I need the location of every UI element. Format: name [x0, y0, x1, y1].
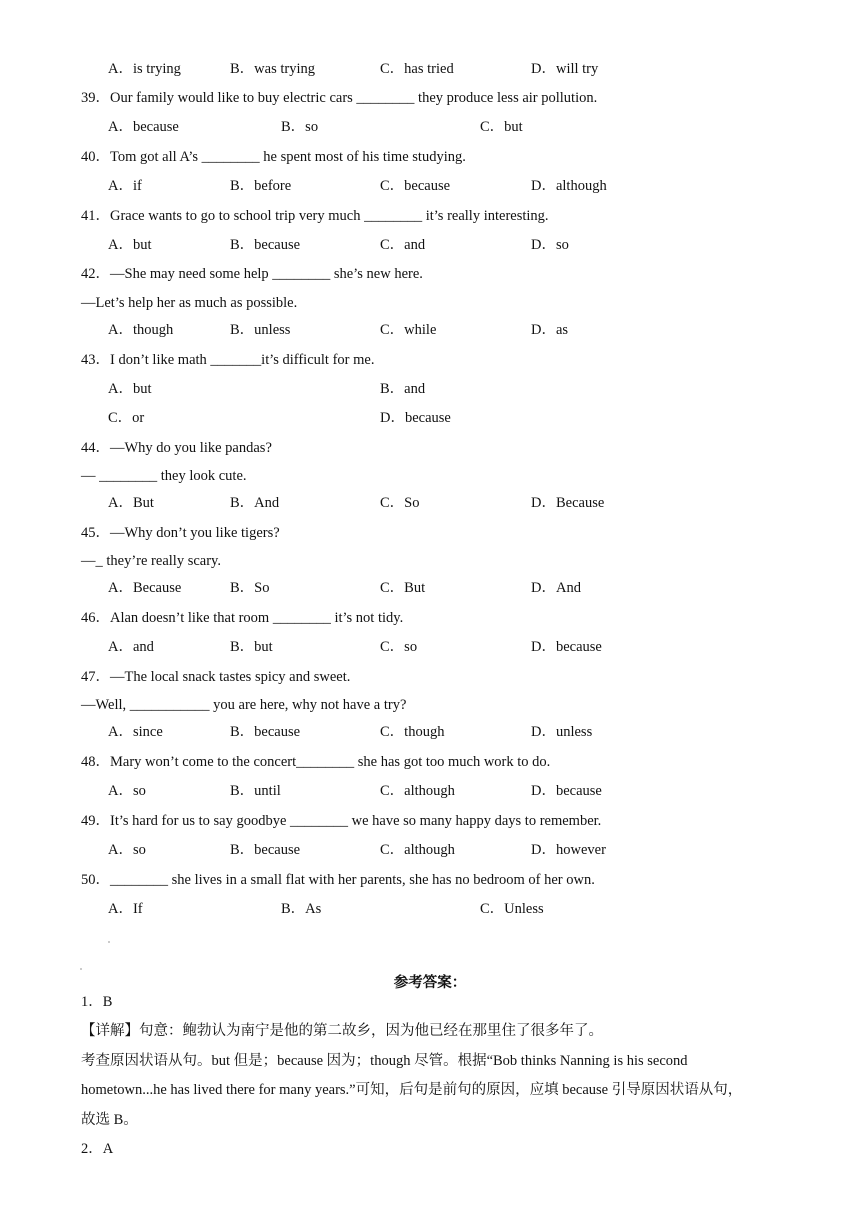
option-a: A．since [108, 724, 163, 740]
option-a: A．though [108, 322, 174, 338]
option-c: C．and [380, 237, 426, 253]
option-a: A．is trying [108, 61, 181, 77]
question-stem: 40．Tom got all A’s ________ he spent most of his time studying. [81, 149, 466, 165]
question-stem: 43．I don’t like math _______it’s difficult for me. [81, 352, 375, 368]
option-d: D．however [531, 842, 606, 858]
question-stem: 47．—The local snack tastes spicy and sweet. [81, 669, 351, 685]
option-c: C．But [380, 580, 426, 596]
option-a: A．and [108, 639, 154, 655]
option-a: A．so [108, 783, 146, 799]
answer-number: 1．B [81, 994, 113, 1010]
option-b: B．but [230, 639, 273, 655]
option-c: C．so [380, 639, 418, 655]
option-d: D．because [380, 410, 451, 426]
option-b: B．so [281, 119, 319, 135]
answer-explanation: hometown...he has lived there for many years.”可知，后句是前句的原因，应填 because 引导原因状语从句， [81, 1082, 743, 1098]
option-b: B．So [230, 580, 270, 596]
option-b: B．was trying [230, 61, 315, 77]
question-stem: 46．Alan doesn’t like that room ________ it’s not tidy. [81, 610, 404, 626]
dialogue-reply: —Well, ___________ you are here, why not have a try? [81, 697, 407, 713]
option-a: A．because [108, 119, 179, 135]
option-c: C．while [380, 322, 437, 338]
option-a: A．but [108, 381, 152, 397]
option-d: D．as [531, 322, 569, 338]
option-c: C．although [380, 842, 455, 858]
option-b: B．because [230, 842, 301, 858]
option-b: B．until [230, 783, 281, 799]
option-d: D．because [531, 783, 602, 799]
option-a: A．so [108, 842, 146, 858]
dialogue-reply: —Let’s help her as much as possible. [81, 295, 298, 311]
question-stem: 45．—Why don’t you like tigers? [81, 525, 280, 541]
stray-mark [108, 941, 110, 943]
option-b: B．unless [230, 322, 291, 338]
answer-conclusion: 故选 B。 [81, 1112, 138, 1128]
option-d: D．will try [531, 61, 599, 77]
option-d: D．although [531, 178, 607, 194]
option-b: B．and [380, 381, 426, 397]
question-stem: 50．________ she lives in a small flat with her parents, she has no bedroom of her own. [81, 872, 595, 888]
option-a: A．but [108, 237, 152, 253]
option-c: C．though [380, 724, 445, 740]
question-stem: 39．Our family would like to buy electric cars ________ they produce less air pollution. [81, 90, 598, 106]
option-c: C．or [108, 410, 145, 426]
option-d: D．And [531, 580, 581, 596]
option-d: D．because [531, 639, 602, 655]
option-d: D．so [531, 237, 569, 253]
option-b: B．And [230, 495, 280, 511]
option-a: A．if [108, 178, 142, 194]
option-a: A．Because [108, 580, 182, 596]
option-a: A．But [108, 495, 154, 511]
question-stem: 49．It’s hard for us to say goodbye ________ we have so many happy days to remember. [81, 813, 602, 829]
answer-detail: 【详解】句意：鲍勃认为南宁是他的第二故乡，因为他已经在那里住了很多年了。 [81, 1023, 603, 1039]
option-c: C．Unless [480, 901, 544, 917]
option-b: B．because [230, 724, 301, 740]
stray-mark [80, 968, 82, 970]
answer-explanation: 考查原因状语从句。but 但是；because 因为；though 尽管。根据“Bob thinks Nanning is his second [81, 1053, 688, 1069]
question-stem: 44．—Why do you like pandas? [81, 440, 272, 456]
option-c: C．although [380, 783, 455, 799]
option-a: A．If [108, 901, 143, 917]
option-b: B．before [230, 178, 292, 194]
dialogue-reply: —_ they’re really scary. [81, 553, 221, 569]
option-c: C．has tried [380, 61, 454, 77]
option-c: C．because [380, 178, 451, 194]
answer-number: 2．A [81, 1141, 114, 1157]
question-stem: 41．Grace wants to go to school trip very much ________ it’s really interesting. [81, 208, 549, 224]
option-c: C．So [380, 495, 420, 511]
question-stem: 42．—She may need some help ________ she’s new here. [81, 266, 423, 282]
option-b: B．because [230, 237, 301, 253]
option-b: B．As [281, 901, 322, 917]
answer-heading: 参考答案： [393, 975, 467, 991]
option-d: D．unless [531, 724, 593, 740]
dialogue-reply: — ________ they look cute. [81, 468, 247, 484]
option-d: D．Because [531, 495, 605, 511]
question-stem: 48．Mary won’t come to the concert________ she has got too much work to do. [81, 754, 551, 770]
option-c: C．but [480, 119, 523, 135]
